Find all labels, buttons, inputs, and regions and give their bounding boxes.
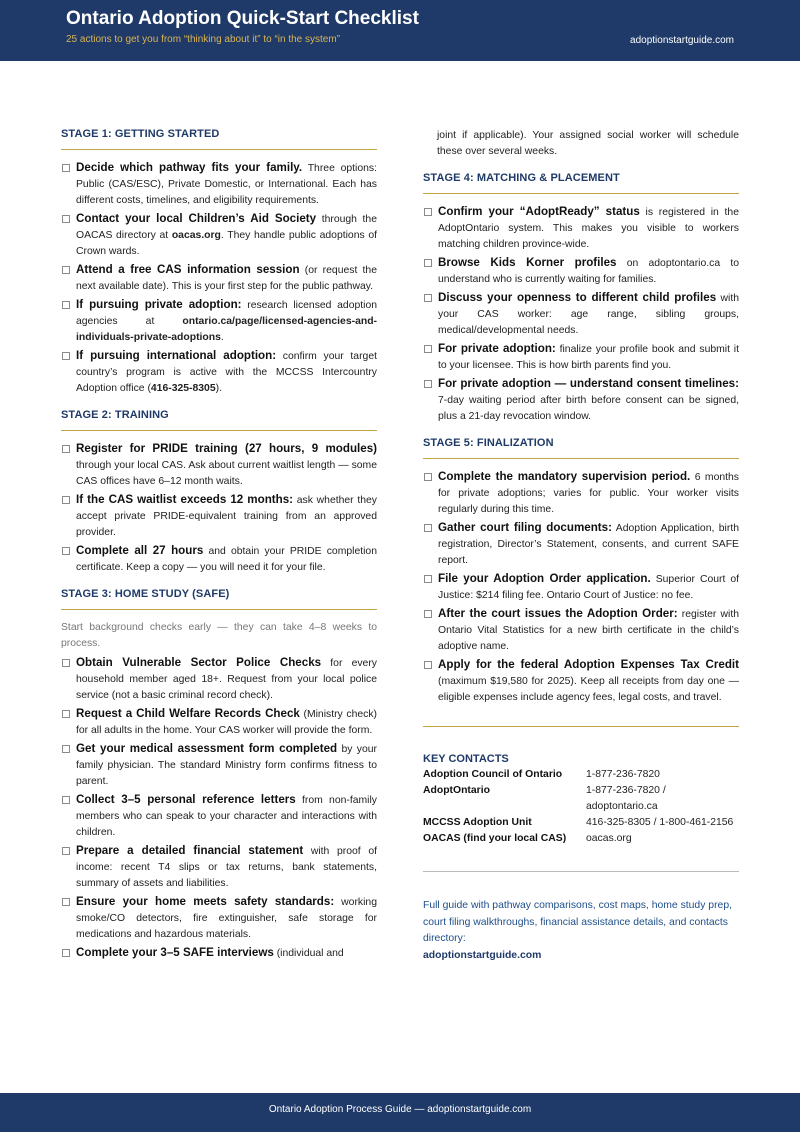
item-lead: Contact your local Children’s Aid Society (76, 212, 317, 225)
checkbox-icon[interactable] (424, 294, 432, 302)
contact-name: MCCSS Adoption Unit (423, 817, 532, 828)
left-column (61, 128, 377, 964)
item-text: is registered in the AdoptOntario system. This makes you visible to workers matching children province-wide. (438, 207, 739, 250)
checkbox-icon[interactable] (62, 164, 70, 172)
item-text: with proof of income: recent T4 slips or tax returns, bank statements, summary of assets and liabilities. (76, 846, 377, 889)
checkbox-icon[interactable] (62, 847, 70, 855)
checkbox-icon[interactable] (62, 301, 70, 309)
item-text: ). (215, 383, 222, 394)
item-lead: For private adoption — understand consent timelines: (438, 377, 739, 390)
item-text: (maximum $19,580 for 2025). Keep all receipts from day one — eligible expenses include agency fees, legal costs, and travel. (438, 676, 739, 703)
checklist-item (61, 945, 377, 962)
divider (61, 609, 377, 610)
checklist-item (61, 211, 377, 260)
item-link[interactable]: ontario.ca/page/licensed-agencies-and-individuals-private-adoptions (76, 316, 377, 343)
stage-4-title: STAGE 4: MATCHING & PLACEMENT (423, 172, 620, 184)
item-text: 7-day waiting period after birth before consent can be signed, plus a 21-day revocation window. (438, 395, 739, 422)
item-lead: Register for PRIDE training (27 hours, 9 modules) (76, 442, 377, 455)
checkbox-icon[interactable] (62, 352, 70, 360)
checkbox-icon[interactable] (62, 547, 70, 555)
item-lead: If the CAS waitlist exceeds 12 months: (76, 493, 294, 506)
item-text: (Ministry check) for all adults in the home. Your CAS worker will provide the form. (76, 709, 377, 736)
contact-row (423, 767, 739, 783)
checkbox-icon[interactable] (424, 208, 432, 216)
checkbox-icon[interactable] (62, 266, 70, 274)
stage-note: Start background checks early — they can take 4–8 weeks to process. (61, 622, 377, 649)
item-text: with your CAS worker: age range, sibling groups, medical/developmental needs. (438, 293, 739, 336)
checkbox-icon[interactable] (62, 796, 70, 804)
checklist-item (423, 341, 739, 374)
checklist-item (423, 606, 739, 655)
contact-name: Adoption Council of Ontario (423, 769, 563, 780)
checkbox-icon[interactable] (62, 898, 70, 906)
item-lead: Complete the mandatory supervision period. (438, 470, 691, 483)
divider (61, 149, 377, 150)
stage-2-title: STAGE 2: TRAINING (61, 409, 169, 421)
contact-value: 416-325-8305 / 1-800-461-2156 (586, 817, 734, 828)
item-lead: If pursuing private adoption: (76, 298, 242, 311)
promo-link[interactable]: adoptionstartguide.com (423, 949, 542, 961)
checklist-item (61, 441, 377, 490)
checklist-item (61, 262, 377, 295)
checkbox-icon[interactable] (424, 259, 432, 267)
checklist-item (423, 469, 739, 518)
contact-row (423, 831, 739, 847)
item-text: for every household member aged 18+. Request from your local police service (not a basic criminal record check). (76, 658, 377, 701)
page-footer: Ontario Adoption Process Guide — adoptionstartguide.com (0, 1093, 800, 1132)
checklist-item (423, 290, 739, 339)
item-text: 6 months for private adoptions; varies for public. Your worker visits regularly during this time. (438, 472, 739, 515)
item-text: on adoptontario.ca to understand who is currently waiting for families. (438, 258, 739, 285)
checkbox-icon[interactable] (424, 661, 432, 669)
item-text: through the OACAS directory at (76, 214, 377, 241)
item-lead: File your Adoption Order application. (438, 572, 651, 585)
contact-row (423, 783, 739, 815)
contact-value: 1-877-236-7820 (586, 769, 660, 780)
item-lead: Get your medical assessment form completed (76, 742, 338, 755)
item-text: Superior Court of Justice: $214 filing fee. Ontario Court of Justice: no fee. (438, 574, 739, 601)
checklist-item (423, 376, 739, 425)
checklist-item (61, 741, 377, 790)
item-lead: Confirm your “AdoptReady” status (438, 205, 640, 218)
checkbox-icon[interactable] (424, 473, 432, 481)
checkbox-icon[interactable] (62, 659, 70, 667)
item-text: (individual and (273, 948, 344, 959)
item-lead: Collect 3–5 personal reference letters (76, 793, 296, 806)
item-lead: Obtain Vulnerable Sector Police Checks (76, 656, 322, 669)
contact-value: oacas.org (586, 833, 632, 844)
checklist-item (61, 492, 377, 541)
contacts-list (423, 767, 739, 847)
item-text: confirm your target country’s program is active with the MCCSS Intercountry Adoption office ( (76, 351, 377, 394)
item-lead: Apply for the federal Adoption Expenses Tax Credit (438, 658, 739, 671)
item-text: (or request the next available date). This is your first step for the public pathway. (76, 265, 377, 292)
contact-name: OACAS (find your local CAS) (423, 833, 567, 844)
item-lead: After the court issues the Adoption Order: (438, 607, 678, 620)
checklist-item (423, 571, 739, 604)
item-lead: Request a Child Welfare Records Check (76, 707, 300, 720)
item-lead: Prepare a detailed financial statement (76, 844, 304, 857)
checklist-item (423, 520, 739, 569)
page-subtitle: 25 actions to get you from “thinking about it” to “in the system” (66, 34, 341, 45)
checklist-item (61, 543, 377, 576)
contact-name: AdoptOntario (423, 785, 490, 796)
checkbox-icon[interactable] (62, 215, 70, 223)
divider (61, 430, 377, 431)
checklist-item (61, 792, 377, 841)
checkbox-icon[interactable] (424, 524, 432, 532)
checkbox-icon[interactable] (424, 380, 432, 388)
checkbox-icon[interactable] (62, 496, 70, 504)
item-lead: Attend a free CAS information session (76, 263, 300, 276)
page-title: Ontario Adoption Quick-Start Checklist (66, 8, 419, 29)
item-text: and obtain your PRIDE completion certificate. Keep a copy — you will need it for your file. (76, 546, 377, 573)
stage-1-title: STAGE 1: GETTING STARTED (61, 128, 220, 140)
checkbox-icon[interactable] (62, 949, 70, 957)
item-lead: For private adoption: (438, 342, 556, 355)
item-text: research licensed adoption agencies at (76, 300, 378, 327)
item-link[interactable]: oacas.org (171, 230, 221, 241)
page-header (0, 0, 800, 61)
checklist-item (423, 657, 739, 706)
item-lead: Complete all 27 hours (76, 544, 204, 557)
item-text: ask whether they accept private PRIDE-equivalent training from an approved provider. (76, 495, 377, 538)
checklist-item (423, 204, 739, 253)
checklist-item (61, 706, 377, 739)
item-lead: Gather court filing documents: (438, 521, 612, 534)
divider (423, 458, 739, 459)
item-text: Three options: Public (CAS/ESC), Private Domestic, or International. Each has different costs, timelines, and eligibility requirements. (76, 163, 377, 206)
checklist-item (61, 160, 377, 209)
item-phone: 416-325-8305 (150, 383, 216, 394)
contacts-title: KEY CONTACTS (423, 753, 509, 765)
checkbox-icon[interactable] (62, 710, 70, 718)
contact-value: 1-877-236-7820 / adoptontario.ca (586, 785, 666, 812)
item-lead: Decide which pathway fits your family. (76, 161, 303, 174)
checkbox-icon[interactable] (424, 345, 432, 353)
checkbox-icon[interactable] (424, 610, 432, 618)
checklist-item (61, 843, 377, 892)
item-text: . (220, 332, 224, 343)
divider (423, 871, 739, 872)
stage-5-title: STAGE 5: FINALIZATION (423, 437, 554, 449)
item-lead: Browse Kids Korner profiles (438, 256, 617, 269)
promo-block (423, 898, 739, 964)
checklist-item (61, 655, 377, 704)
item-text: working smoke/CO detectors, fire extinguisher, safe storage for medications and hazardous materials. (76, 897, 377, 940)
divider (423, 726, 739, 727)
checkbox-icon[interactable] (424, 575, 432, 583)
item-text: Adoption Application, birth registration, Director’s Statement, consents, and current SAFE report. (438, 523, 739, 566)
item-text: register with Ontario Vital Statistics for a new birth certificate in the child’s adoptive name. (438, 609, 740, 652)
checklist-item (61, 297, 377, 346)
checklist-item (61, 348, 377, 397)
item-text: from non-family members who can speak to your character and interactions with children. (76, 795, 377, 838)
item-text: . They handle public adoptions of Crown wards. (76, 230, 377, 257)
checklist-item (61, 894, 377, 943)
checkbox-icon[interactable] (62, 745, 70, 753)
right-column (423, 128, 739, 964)
item-text: through your local CAS. Ask about current waitlist length — some CAS offices have 6–12 month waits. (76, 460, 377, 487)
checklist-item-continuation: joint if applicable). Your assigned social worker will schedule these over several weeks. (437, 130, 739, 157)
checklist-item (423, 255, 739, 288)
header-site-link[interactable]: adoptionstartguide.com (630, 35, 734, 46)
item-text: finalize your profile book and submit it to your licensee. This is how birth parents find you. (438, 344, 740, 371)
contact-row (423, 815, 739, 831)
item-text: by your family physician. The standard Ministry form confirms fitness to parent. (76, 744, 377, 787)
item-lead: Discuss your openness to different child profiles (438, 291, 717, 304)
divider (423, 193, 739, 194)
stage-3-title: STAGE 3: HOME STUDY (SAFE) (61, 588, 230, 600)
promo-text: Full guide with pathway comparisons, cost maps, home study prep, court filing walkthroughs, financial assistance details, and contacts directory: (423, 900, 732, 944)
item-lead: Complete your 3–5 SAFE interviews (76, 946, 274, 959)
checkbox-icon[interactable] (62, 445, 70, 453)
item-lead: If pursuing international adoption: (76, 349, 277, 362)
item-lead: Ensure your home meets safety standards: (76, 895, 335, 908)
